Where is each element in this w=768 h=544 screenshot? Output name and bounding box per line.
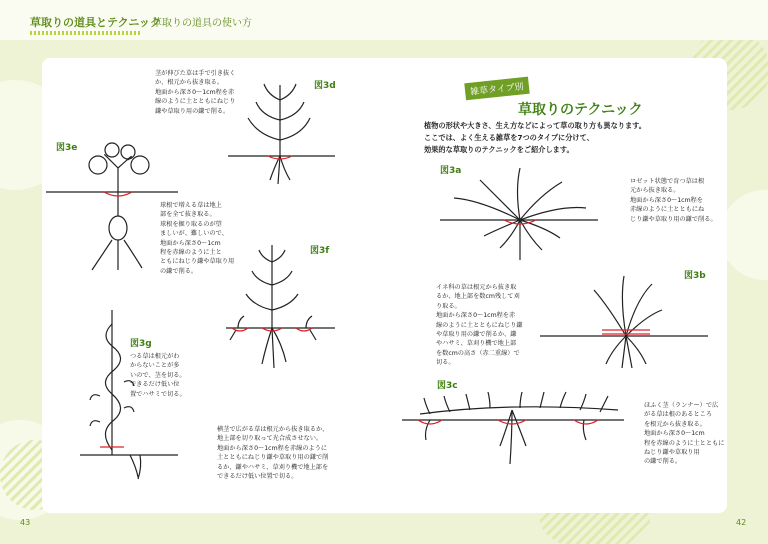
plant-3d (248, 84, 310, 184)
figure-text-3a: ロゼット状態で育つ草は根 元から抜き取る。 地面から深さ0〜1cm程を 赤線のように土とともにね じり鎌や草取り用の鎌で削る。 (630, 178, 717, 223)
figure-text-3g: つる草は根元がわ からないことが多 いので、茎を切る。 できるだけ低い位 置でハサミで切る。 (130, 353, 186, 398)
plant-3a (454, 168, 586, 260)
figure-text-3e: 球根で増える草は地上 部を全て抜き取る。 球根を掘り取るのが望 ましいが、難しいので、 地面から深さ0〜1cm 程を赤線のように土と ともにねじり鎌や草取り用 の鎌で削る。 (160, 202, 235, 275)
plant-3b (594, 276, 662, 368)
header-title: 草取りの道具とテクニック (30, 16, 161, 29)
figure-label-3f: 図3f (310, 246, 330, 256)
category-badge: 雑草タイプ別 (464, 77, 529, 101)
figure-label-3a: 図3a (440, 166, 462, 176)
page-number-left: 43 (20, 518, 31, 527)
page-number-right: 42 (736, 518, 747, 527)
figure-label-3c: 図3c (437, 381, 458, 391)
intro-text: 植物の形状や大きさ、生え方などによって草の取り方も異なります。 ここでは、よく生える雑草を7つのタイプに分けて、 効果的な草取りのテクニックをご紹介します。 (424, 121, 646, 154)
figure-label-3d: 図3d (314, 81, 336, 91)
figure-label-3e: 図3e (56, 143, 78, 153)
figure-label-3b: 図3b (684, 271, 706, 281)
figure-text-3c: ほふく茎（ランナー）で広 がる草は根のあるところ を根元から抜き取る。 地面から深さ0〜1cm 程を赤線のように土とともに ねじり鎌や草取り用 の鎌で削る。 (644, 402, 725, 466)
figure-text-3d: 茎が伸びた草は手で引き抜く か、根元から抜き取る。 地面から深さ0〜1cm程を赤 線のように土とともにねじり 鎌や草取り用の鎌で削る。 (155, 70, 236, 115)
header-subtitle: 草取りの道具の使い方 (152, 18, 252, 29)
plant-3e (89, 143, 149, 270)
section-heading: 草取りのテクニック (518, 102, 643, 118)
figure-text-3f: 横茎で広がる草は根元から抜き取るか、 地上部を切り取って光合成させない。 地面から深さ0〜1cm程を赤線のように 土とともにねじり鎌や草取り用の鎌で削 るか、鎌やハサミ、草刈り機で地上部を できるだけ低い位置で切る。 (217, 426, 329, 481)
plant-3c (420, 392, 618, 464)
figure-text-3b: イネ科の草は根元から抜き取 るか、地上部を数cm残して刈 り取る。 地面から深さ0〜1cm程を赤 線のように土とともにねじり鎌 や草取り用の鎌で削るか、鎌 やハサミ、草刈り機で地上部 を数cmの高さ（赤二重線）で 切る。 (436, 284, 523, 367)
plant-3f (230, 245, 316, 368)
figure-label-3g: 図3g (130, 339, 152, 349)
cut-lines (100, 156, 650, 447)
